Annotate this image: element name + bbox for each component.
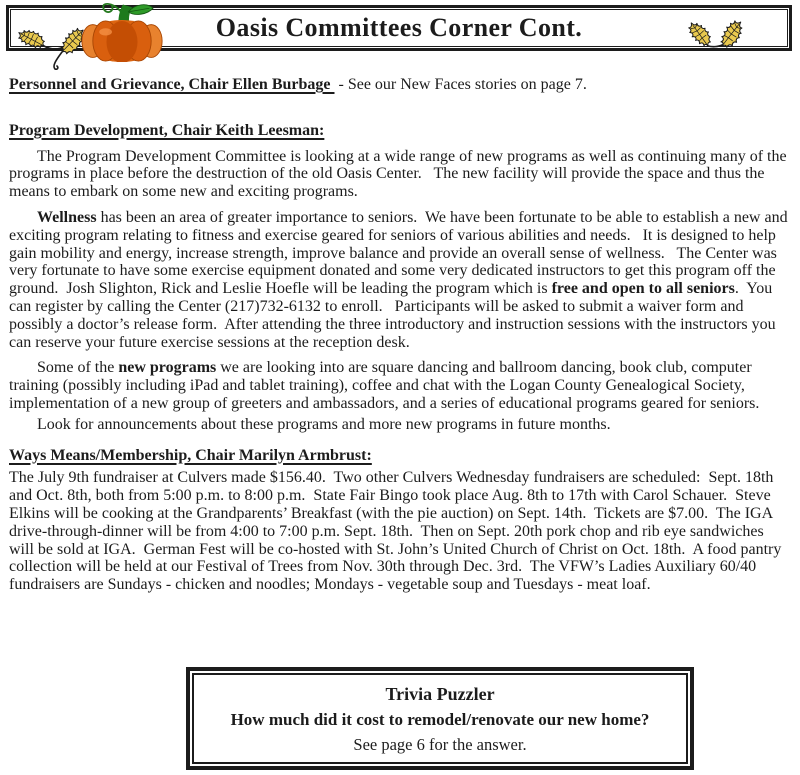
autumn-leaves-right-icon: [662, 6, 766, 50]
trivia-puzzler-box: [186, 667, 694, 770]
program-development-heading: [9, 122, 791, 140]
new-programs-bold: new programs: [118, 359, 217, 377]
wellness-text-1: has been an area of greater importance to seniors. We have been fortunate to be able to establish a new and exciting program relating to fitness and exercise geared for seniors of various abilities and needs. It is designed to help gain mobility and energy, increase strength, improve balance and provide an overall sense of wellness. The Center was very fortunate to have some exercise equipment donated and some very dedicated instructors to get this program off the ground. Josh Slighton, Rick and Leslie Hoefle will be leading the program which is: [9, 208, 792, 298]
personnel-grievance-heading: Personnel and Grievance, Chair Ellen Burbage: [9, 76, 335, 93]
wellness-paragraph: [9, 209, 791, 351]
new-programs-text-1: Some of the: [37, 359, 119, 377]
trivia-question: How much did it cost to remodel/renovate our new home?: [230, 710, 650, 729]
wellness-text-2: . You can register by calling the Center (217)732-6132 to enroll. Participants will be asked to submit a waiver form and possibly a doctor’s release form. After attending the three introductory and instruction sessions with the instructors you can reserve your future exercise sessions at the reception desk.: [9, 280, 780, 351]
program-development-paragraph-1: The Program Development Committee is looking at a wide range of new programs as well as continuing many of the programs in place before the destruction of the old Oasis Center. The new facility will provide the space and thus the means to embark on some new and exciting programs.: [9, 147, 791, 201]
trivia-answer-note: See page 6 for the answer.: [353, 735, 527, 754]
wellness-bold-lead: Wellness: [37, 208, 97, 226]
ways-means-paragraph: The July 9th fundraiser at Culvers made $156.40. Two other Culvers Wednesday fundraisers are scheduled: Sept. 18th and Oct. 8th, both from 5:00 p.m. to 8:00 p.m. State Fair Bingo took place Aug. 8th to 17th with Carol Schauer. Steve Elkins will be cooking at the Grandparents’ Breakfast (with the pie auction) on Sept. 14th. Tickets are $7.00. The IGA drive-through-dinner will be from 4:00 to 7:00 p.m. Sept. 18th. Then on Sept. 20th pork chop and rib eye sandwiches will be sold at IGA. German Fest will be co-hosted with St. John’s United Church of Christ on Oct. 18th. A food pantry collection will be held at our Festival of Trees from Nov. 30th through Dec. 3rd. The VFW’s Ladies Auxiliary 60/40 fundraisers are Sundays - chicken and noodles; Mondays - vegetable soup and Tuesdays - meat loaf.: [9, 469, 786, 594]
article-body: [9, 70, 791, 594]
new-programs-paragraph: [9, 359, 791, 412]
program-development-heading-text: Program Development, Chair Keith Leesman:: [9, 121, 325, 139]
pumpkin-icon: [78, 0, 166, 62]
personnel-grievance-line: [9, 76, 791, 94]
trivia-title: Trivia Puzzler: [385, 684, 495, 704]
wellness-bold-mid: free and open to all seniors: [551, 280, 735, 298]
new-programs-text-2: we are looking into are square dancing and ballroom dancing, book club, computer training (possibly including iPad and tablet training), coffee and chat with the Logan County Genealogical Society, implementation of a new group of greeters and ambassadors, and a series of educational programs geared for seniors.: [9, 359, 760, 412]
page-title: Oasis Committees Corner Cont.: [215, 13, 583, 42]
personnel-grievance-note: - See our New Faces stories on page 7.: [334, 76, 587, 93]
ways-means-heading-text: Ways Means/Membership, Chair Marilyn Armbrust:: [9, 446, 372, 464]
announcements-line: Look for announcements about these programs and more new programs in future months.: [37, 415, 611, 433]
ways-means-heading: [9, 447, 791, 465]
